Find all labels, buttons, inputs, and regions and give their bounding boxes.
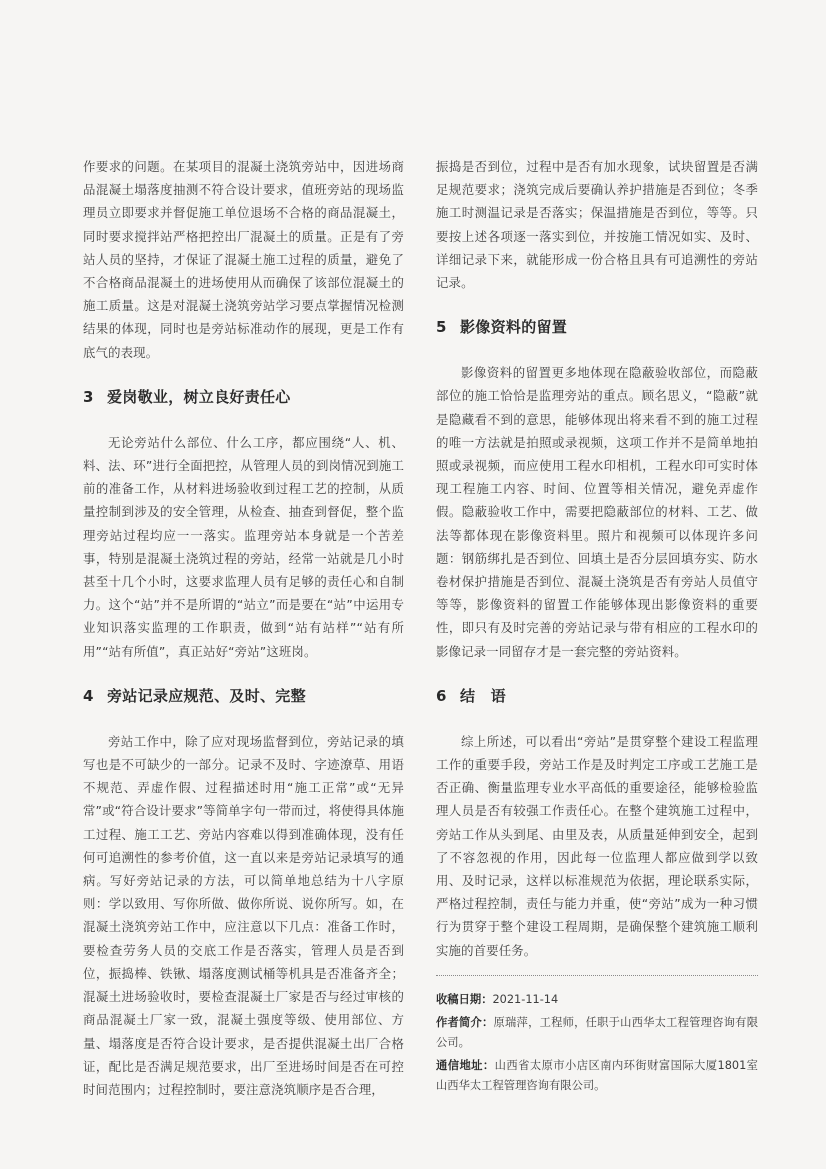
section-4-number: 4 [83, 686, 94, 705]
section-5-heading [436, 315, 758, 339]
section-5-title: 影像资料的留置 [460, 318, 568, 337]
received-date [436, 990, 758, 1010]
section-3-title: 爱岗敬业，树立良好责任心 [107, 387, 291, 406]
section-6-number: 6 [436, 686, 447, 705]
continued-paragraph: 振捣是否到位，过程中是否有加水现象，试块留置是否满足规范要求；浇筑完成后要确认养护措施是否到位；冬季施工时测温记录是否落实；保温措施是否到位，等等。只要按上述各项逐一落实到位，并按施工情况如实、及时、详细记录下来，就能形成一份合格且具有可追溯性的旁站记录。 [436, 159, 758, 291]
section-5-paragraph: 影像资料的留置更多地体现在隐蔽验收部位，而隐蔽部位的施工恰恰是监理旁站的重点。顾名思义，“隐蔽”就是隐藏看不到的意思，能够体现出将来看不到的施工过程的唯一方法就是拍照或录视频，这项工作并不是简单地拍照或录视频，而应使用工程水印相机，工程水印可实时体现工程施工内容、时间、位置等相关情况，避免弄虚作假。隐蔽验收工作中，需要把隐蔽部位的材料、工艺、做法等都体现在影像资料里。照片和视频可以体现许多问题：钢筋绑扎是否到位、回填土是否分层回填夯实、防水卷材保护措施是否到位、混凝土浇筑是否有旁站人员值守等等，影像资料的留置工作能够体现出影像资料的重要性，即只有及时完善的旁站记录与带有相应的工程水印的影像记录一同留存才是一套完整的旁站资料。 [436, 365, 758, 659]
author-label: 作者简介： [436, 1015, 494, 1029]
section-4-title: 旁站记录应规范、及时、完整 [107, 686, 306, 705]
intro-paragraph: 作要求的问题。在某项目的混凝土浇筑旁站中，因进场商品混凝土塌落度抽测不符合设计要求，值班旁站的现场监理员立即要求并督促施工单位退场不合格的商品混凝土，同时要求搅拌站严格把控出厂混凝土的质量。正是有了旁站人员的坚持，才保证了混凝土施工过程的质量，避免了不合格商品混凝土的进场使用从而确保了该部位混凝土的施工质量。这是对混凝土浇筑旁站学习要点掌握情况检测结果的体现，同时也是旁站标准动作的展现，更是工作有底气的表现。 [83, 159, 404, 360]
address-label: 通信地址： [436, 1058, 495, 1072]
left-column [83, 155, 404, 1101]
author-value: 原瑞萍，工程师，任职于山西华太工程管理咨询有限公司。 [436, 1015, 758, 1049]
section-3-paragraph: 无论旁站什么部位、什么工序，都应围绕“人、机、料、法、环”进行全面把控，从管理人员的到岗情况到施工前的准备工作，从材料进场验收到过程工艺的控制，从质量控制到涉及的安全管理，从检查、抽查到督促，整个监理旁站过程均应一一落实。监理旁站本身就是一个苦差事，特别是混凝土浇筑过程的旁站，经常一站就是几小时甚至十几个小时，这要求监理人员有足够的责任心和自制力。这个“站”并不是所谓的“站立”而是要在“站”中运用专业知识落实监理的工作职责，做到“站有站样”“站有所用”“站有所值”，真正站好“旁站”这班岗。 [83, 434, 404, 659]
section-6-heading [436, 684, 758, 708]
section-3-heading [83, 385, 404, 409]
section-4-heading [83, 684, 404, 708]
address-value: 山西省太原市小店区南内环街财富国际大厦1801室 山西华太工程管理咨询有限公司。 [436, 1058, 758, 1092]
mailing-address [436, 1056, 758, 1096]
section-6-title: 结 语 [460, 686, 506, 705]
received-label: 收稿日期： [436, 992, 493, 1006]
received-value: 2021-11-14 [492, 992, 559, 1006]
section-4-paragraph: 旁站工作中，除了应对现场监督到位，旁站记录的填写也是不可缺少的一部分。记录不及时、字迹潦草、用语不规范、弄虚作假、过程描述时用“施工正常”或“无异常”或“符合设计要求”等简单字句一带而过，将使得具体施工过程、施工工艺、旁站内容难以得到准确体现，没有任何可追溯性的参考价值，这一直以来是旁站记录填写的通病。写好旁站记录的方法，可以简单地总结为十八字原则：学以致用、写你所做、做你所说、说你所写。如，在混凝土浇筑旁站工作中，应注意以下几点：准备工作时，要检查劳务人员的交底工作是否落实，管理人员是否到位，振捣棒、铁锹、塌落度测试桶等机具是否准备齐全；混凝土进场验收时，要检查混凝土厂家是否与经过审核的商品混凝土厂家一致，混凝土强度等级、使用部位、方量、塌落度是否符合设计要求，是否提供混凝土出厂合格证，配比是否满足规范要求，出厂至进场时间是否在可控时间范围内；过程控制时，要注意浇筑顺序是否合理， [83, 733, 404, 1097]
section-6-paragraph: 综上所述，可以看出“旁站”是贯穿整个建设工程监理工作的重要手段，旁站工作是及时判定工序或工艺施工是否正确、衡量监理专业水平高低的重要途径，能够检验监理人员是否有较强工作责任心。在整个建筑施工过程中，旁站工作从头到尾、由里及表，从质量延伸到安全，起到了不容忽视的作用，因此每一位监理人都应做到学以致用、及时记录，这样以标准规范为依据，理论联系实际，严格过程控制，责任与能力并重，使“旁站”成为一种习惯行为贯穿于整个建设工程周期，是确保整个建筑施工顺利实施的首要任务。 [436, 733, 758, 958]
section-3-number: 3 [83, 387, 94, 406]
section-5-number: 5 [436, 318, 447, 337]
author-bio [436, 1013, 758, 1053]
right-column [436, 155, 758, 1099]
dotted-divider [436, 975, 758, 976]
